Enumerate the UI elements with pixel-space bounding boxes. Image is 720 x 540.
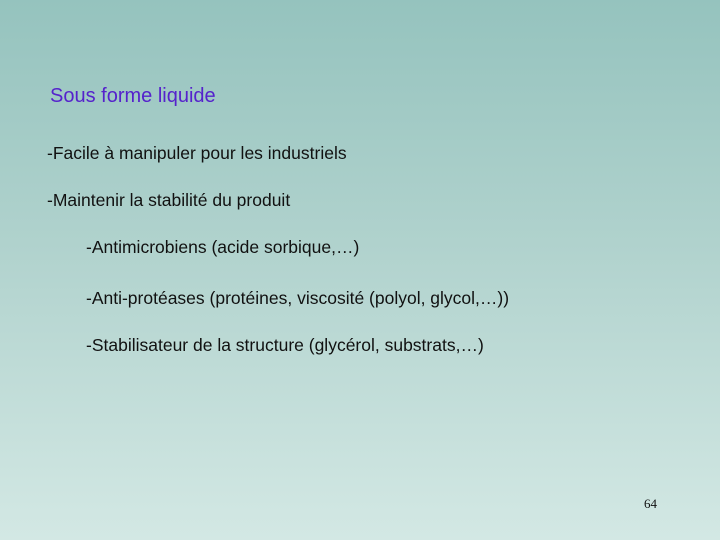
page-number: 64 (644, 496, 657, 511)
bullet-maintenir-stabilite: -Maintenir la stabilité du produit (47, 190, 291, 210)
bullet-facile: -Facile à manipuler pour les industriels (47, 143, 347, 163)
slide-title: Sous forme liquide (50, 85, 216, 107)
sub-bullet-stabilisateur: -Stabilisateur de la structure (glycérol, substrats,…) (86, 335, 484, 355)
sub-bullet-anti-proteases: -Anti-protéases (protéines, viscosité (polyol, glycol,…)) (86, 288, 510, 308)
sub-bullet-antimicrobiens: -Antimicrobiens (acide sorbique,…) (86, 237, 360, 257)
